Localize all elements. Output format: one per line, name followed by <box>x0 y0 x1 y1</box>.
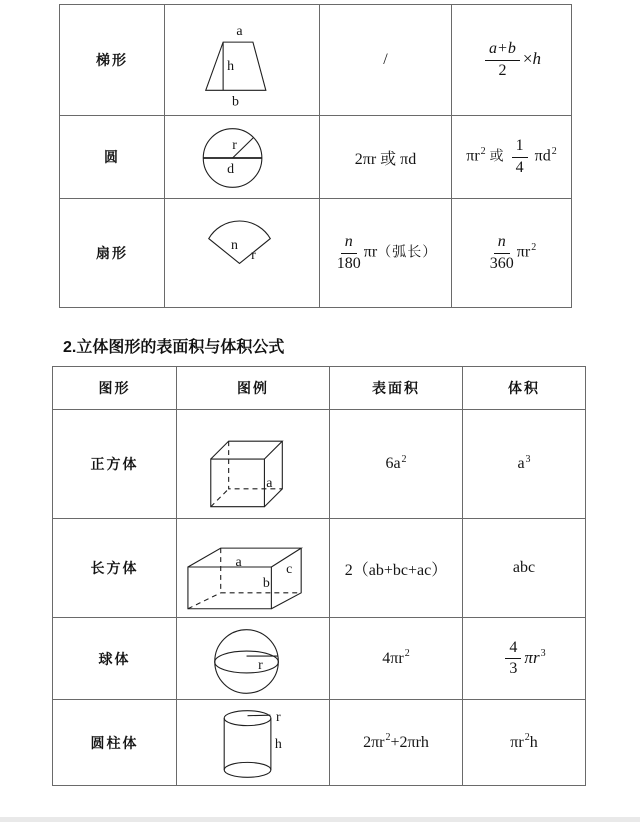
cylinder-top-ellipse <box>224 711 271 726</box>
sector-arc-fraction: $\frac{n}{180}$ <box>336 233 361 272</box>
sector-area-fraction: $\frac{n}{360}$ <box>489 233 514 272</box>
cylinder-diagram <box>177 700 329 785</box>
header-volume: 体积 <box>463 367 585 410</box>
cylinder-surface-formula: $2\pi r^2+2\pi rh$ <box>363 732 429 751</box>
cell-surface-cylinder <box>330 700 463 785</box>
sector-label-r: r <box>251 247 256 263</box>
cylinder-label-h: h <box>274 736 282 752</box>
cell-perimeter-circle <box>320 116 452 199</box>
cell-shape-name-sector <box>60 199 165 307</box>
shape-name-trapezoid: 梯形 <box>96 54 128 69</box>
cell-surface-sphere <box>330 618 463 700</box>
sphere-label-r: r <box>258 657 263 673</box>
cell-perimeter-trapezoid <box>320 5 452 116</box>
circle-area-fraction: $\frac{1}{4}$ <box>512 137 528 177</box>
cube-hidden-edges <box>211 441 283 507</box>
cube-visible-edges <box>211 441 283 507</box>
circle-diagram <box>165 116 319 199</box>
cell-volume-sphere <box>463 618 585 700</box>
trapezoid-perimeter: / <box>383 51 388 68</box>
cell-figure-sphere <box>177 618 330 700</box>
cell-volume-cylinder <box>463 700 585 785</box>
cell-volume-cuboid <box>463 519 585 618</box>
cell-area-sector <box>452 199 571 307</box>
cube-diagram <box>177 410 329 519</box>
shape-name-cylinder: 圆柱体 <box>90 736 139 752</box>
trapezoid-diagram <box>165 5 319 116</box>
cell-figure-cuboid <box>177 519 330 618</box>
cell-shape-name-sphere <box>53 618 177 700</box>
cell-volume-cube <box>463 410 585 519</box>
cuboid-label-c: c <box>286 561 293 577</box>
cuboid-label-b: b <box>262 575 270 591</box>
sphere-surface-formula: $4\pi r^2$ <box>382 648 410 667</box>
cube-surface-formula: $6a^2$ <box>385 453 407 472</box>
cell-figure-sector <box>165 199 320 307</box>
trapezoid-area-fraction: $\frac{a+b}{2}$ <box>485 40 520 80</box>
sphere-equator <box>215 651 279 673</box>
sector-outline <box>209 221 271 263</box>
sector-diagram <box>165 199 319 307</box>
sector-area-formula: $\frac{n}{360}$ $\pi r^2$ <box>489 233 537 272</box>
cell-shape-name-cuboid <box>53 519 177 618</box>
cell-area-circle <box>452 116 571 199</box>
sphere-volume-formula: $\frac{4}{3}$ $\pi r^3$ <box>502 639 545 679</box>
sphere-outline <box>215 629 279 693</box>
header-illustration: 图例 <box>177 367 330 410</box>
shape-name-sphere: 球体 <box>98 652 131 668</box>
trapezoid-outline <box>206 42 266 90</box>
cuboid-volume-formula: abc <box>512 559 536 576</box>
plane-figure-formula-table <box>59 4 572 308</box>
header-shape: 图形 <box>53 367 177 410</box>
cell-surface-cuboid <box>330 519 463 618</box>
page-bottom-edge <box>0 817 640 822</box>
cell-shape-name-cube <box>53 410 177 519</box>
cell-figure-cylinder <box>177 700 330 785</box>
cell-surface-cube <box>330 410 463 519</box>
sector-label-n: n <box>231 238 239 254</box>
circle-perimeter-formula: 2πr 或 πd <box>354 150 417 168</box>
circle-label-r: r <box>232 137 237 153</box>
sphere-diagram <box>177 618 329 700</box>
circle-label-d: d <box>227 161 235 177</box>
cell-shape-name-circle <box>60 116 165 199</box>
section-title: 2.立体图形的表面积与体积公式 <box>63 339 285 356</box>
header-surface-area: 表面积 <box>330 367 463 410</box>
cell-shape-name-cylinder <box>53 700 177 785</box>
cube-front-face <box>211 459 265 507</box>
cuboid-diagram <box>177 519 329 618</box>
cube-volume-formula: $a^3$ <box>517 453 531 472</box>
shape-name-sector: 扇形 <box>96 247 128 262</box>
circle-area-formula: $\pi r^2$ 或 $\frac{1}{4}$ $\pi d^2$ <box>466 137 557 176</box>
cell-figure-trapezoid <box>165 5 320 116</box>
trapezoid-area-formula: $\frac{a+b}{2}$ ×h <box>482 40 541 80</box>
cuboid-visible-edges <box>188 548 301 609</box>
cylinder-bottom-ellipse <box>224 762 271 777</box>
cell-figure-circle <box>165 116 320 199</box>
cell-shape-name-trapezoid <box>60 5 165 116</box>
cuboid-label-a: a <box>235 554 242 570</box>
cell-figure-cube <box>177 410 330 519</box>
trapezoid-label-h: h <box>227 58 235 74</box>
cell-perimeter-sector <box>320 199 452 307</box>
cuboid-surface-formula: 2（ab+bc+ac） <box>344 561 448 579</box>
sector-arc-length-formula: $\frac{n}{180}$ πr（弧长） <box>336 233 438 272</box>
trapezoid-label-b: b <box>232 94 240 110</box>
solid-figure-formula-table <box>52 366 586 786</box>
cell-area-trapezoid <box>452 5 571 116</box>
shape-name-cube: 正方体 <box>90 458 139 473</box>
trapezoid-label-a: a <box>236 23 243 39</box>
cuboid-front-face <box>188 567 271 609</box>
shape-name-circle: 圆 <box>104 151 120 166</box>
sphere-volume-fraction: $\frac{4}{3}$ <box>505 639 521 679</box>
cylinder-volume-formula: $\pi r^2h$ <box>510 732 538 751</box>
shape-name-cuboid: 长方体 <box>90 562 139 577</box>
cube-label-a: a <box>266 475 273 491</box>
cylinder-label-r: r <box>276 710 281 726</box>
